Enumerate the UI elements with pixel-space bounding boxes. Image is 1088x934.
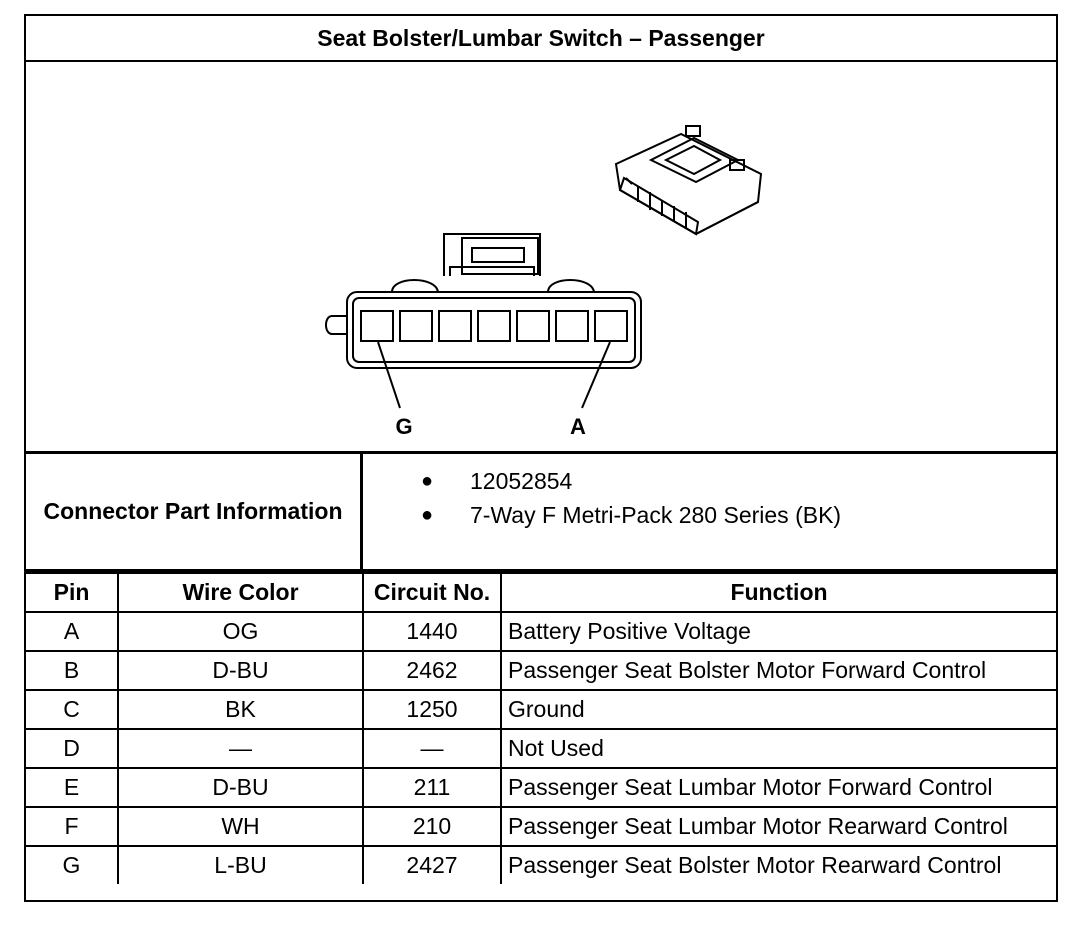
header-circuit-no: Circuit No. [363, 573, 501, 612]
connector-part-info [26, 454, 1056, 572]
function-cell: Not Used [501, 729, 1056, 768]
header-function: Function [501, 573, 1056, 612]
circuit-cell: 1250 [363, 690, 501, 729]
wire-color-cell: L-BU [118, 846, 363, 884]
table-row [26, 768, 1056, 807]
table-row [26, 690, 1056, 729]
table-row [26, 612, 1056, 651]
connector-sheet [24, 14, 1058, 902]
bullet-icon: ● [421, 504, 434, 526]
table-row [26, 651, 1056, 690]
circuit-cell: 210 [363, 807, 501, 846]
pin-cell: D [26, 729, 118, 768]
function-cell: Passenger Seat Lumbar Motor Rearward Control [501, 807, 1056, 846]
circuit-cell: — [363, 729, 501, 768]
connector-info-list [363, 464, 841, 532]
connector-drawing [26, 62, 1056, 451]
header-wire-color: Wire Color [118, 573, 363, 612]
table-row [26, 846, 1056, 884]
function-cell: Battery Positive Voltage [501, 612, 1056, 651]
pinout-table [26, 572, 1056, 884]
circuit-cell: 2462 [363, 651, 501, 690]
function-cell: Passenger Seat Lumbar Motor Forward Control [501, 768, 1056, 807]
part-number: ● 12052854 [363, 464, 841, 498]
table-row [26, 807, 1056, 846]
connector-face [326, 234, 641, 408]
function-cell: Ground [501, 690, 1056, 729]
wire-color-cell: D-BU [118, 768, 363, 807]
table-row [26, 729, 1056, 768]
wire-color-cell: BK [118, 690, 363, 729]
connector-iso-icon [616, 126, 761, 234]
pin-cell: E [26, 768, 118, 807]
page-title: Seat Bolster/Lumbar Switch – Passenger [26, 16, 1056, 62]
wire-color-cell: — [118, 729, 363, 768]
wire-color-cell: OG [118, 612, 363, 651]
table-header-row [26, 573, 1056, 612]
wire-color-cell: D-BU [118, 651, 363, 690]
circuit-cell: 2427 [363, 846, 501, 884]
connector-diagram [26, 62, 1056, 454]
connector-series: ● 7-Way F Metri-Pack 280 Series (BK) [363, 498, 841, 532]
pin-cell: F [26, 807, 118, 846]
pin-cell: A [26, 612, 118, 651]
pin-label-a: A [570, 414, 586, 439]
connector-info-label: Connector Part Information [26, 454, 363, 569]
pin-cell: C [26, 690, 118, 729]
circuit-cell: 211 [363, 768, 501, 807]
function-cell: Passenger Seat Bolster Motor Forward Control [501, 651, 1056, 690]
pin-label-g: G [395, 414, 413, 439]
pin-cell: G [26, 846, 118, 884]
wire-color-cell: WH [118, 807, 363, 846]
header-pin: Pin [26, 573, 118, 612]
bullet-icon: ● [421, 470, 434, 492]
function-cell: Passenger Seat Bolster Motor Rearward Control [501, 846, 1056, 884]
circuit-cell: 1440 [363, 612, 501, 651]
pin-cell: B [26, 651, 118, 690]
